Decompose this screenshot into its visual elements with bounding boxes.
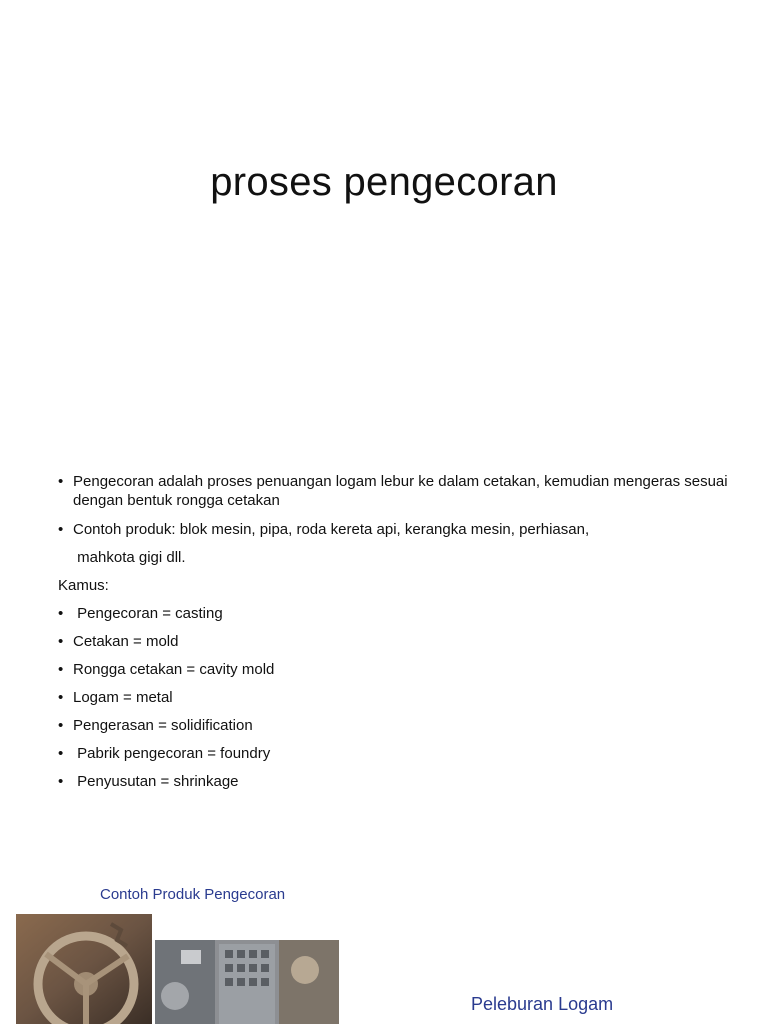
caption-peleburan-logam: Peleburan Logam (471, 994, 614, 1014)
list-item (58, 772, 738, 791)
bullet-text: Logam = metal (73, 689, 173, 706)
bullet-marker: • (58, 773, 64, 790)
bullet-text: Pabrik pengecoran = foundry (73, 745, 271, 762)
bullet-marker (58, 548, 73, 567)
list-item (58, 520, 738, 539)
list-item (58, 744, 738, 763)
bullet-marker: • (58, 717, 64, 734)
bullet-marker: • (58, 633, 64, 650)
kamus-heading: Kamus: (58, 577, 109, 594)
cast-wheel-photo (16, 914, 152, 1024)
list-item (58, 660, 738, 679)
list-item (58, 548, 738, 567)
bullet-text: Pengecoran adalah proses penuangan logam lebur ke dalam cetakan, kemudian mengeras sesuai dengan bentuk rongga cetakan (73, 473, 728, 509)
bullet-marker: • (58, 661, 64, 678)
list-item (58, 604, 738, 623)
bullet-text: Rongga cetakan = cavity mold (73, 661, 275, 678)
melting-photo-left (338, 1018, 534, 1024)
bullet-marker: • (58, 473, 64, 490)
bullet-marker: • (58, 745, 64, 762)
bullet-text: mahkota gigi dll. (73, 549, 186, 566)
list-heading (58, 576, 738, 595)
list-item (58, 688, 738, 707)
melting-photo-right (542, 1018, 740, 1024)
list-item (58, 472, 738, 510)
bullet-text: Cetakan = mold (73, 633, 179, 650)
bullet-text: Pengerasan = solidification (73, 717, 253, 734)
caption-contoh-produk: Contoh Produk Pengecoran (100, 886, 286, 903)
list-item (58, 632, 738, 651)
bullet-text: Penyusutan = shrinkage (73, 773, 239, 790)
bullet-text: Pengecoran = casting (73, 605, 223, 622)
bullet-marker: • (58, 605, 64, 622)
bullet-marker: • (58, 689, 64, 706)
list-item (58, 716, 738, 735)
cast-parts-photo (155, 940, 339, 1024)
second-slide-preview (0, 870, 768, 1024)
bullet-text: Contoh produk: blok mesin, pipa, roda kereta api, kerangka mesin, perhiasan, (73, 521, 590, 538)
bullet-marker: • (58, 521, 64, 538)
slide-title: proses pengecoran (210, 160, 558, 204)
